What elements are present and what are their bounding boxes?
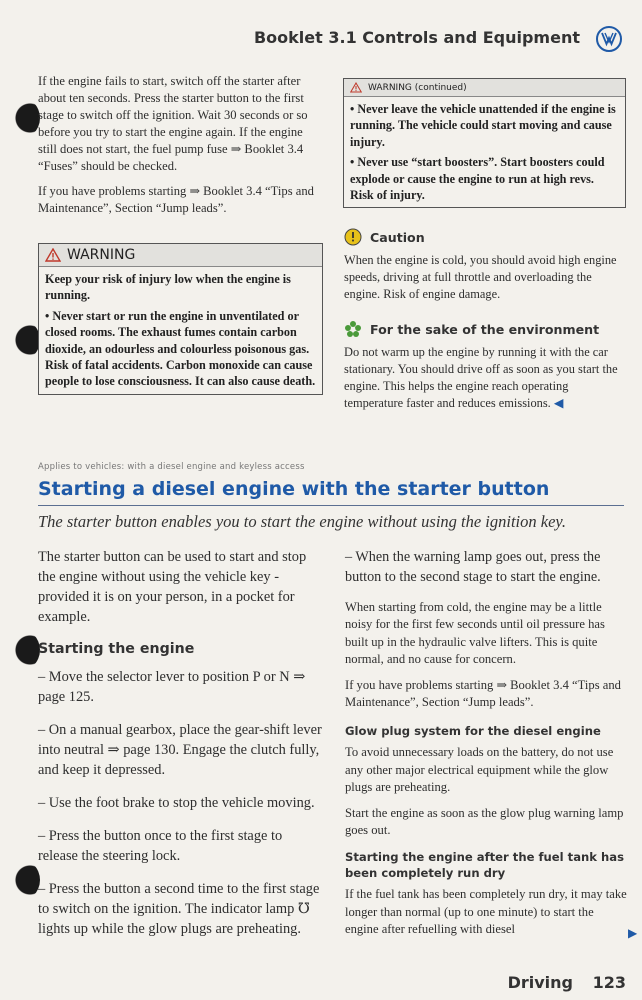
page-footer xyxy=(0,973,626,992)
warning-continued-header xyxy=(344,79,625,97)
page-header-title: Booklet 3.1 Controls and Equipment xyxy=(253,28,580,47)
step-item: – Press the button once to the first stage to release the steering lock. xyxy=(38,828,283,864)
binder-hole xyxy=(0,858,40,902)
warning-continued-title: WARNING (continued) xyxy=(368,82,467,93)
left-top-column xyxy=(38,73,321,217)
binder-hole xyxy=(0,318,40,362)
warning-line: • Never start or run the engine in unventilated or closed rooms. The exhaust fumes contain carbon dioxide, an odourless and colourless poisonous gas. Risk of fatal accidents. Carbon monoxide can cause people to lose consciousness. It can also cause death. xyxy=(45,308,316,389)
environment-header xyxy=(344,320,624,338)
paragraph: To avoid unnecessary loads on the battery, do not use any other major electrical equipment while the glow plugs are preheating. xyxy=(345,745,614,795)
step-item: – Press the button a second time to the first stage to switch on the ignition. The indicator lamp ℧ lights up while the glow plugs are preheating. xyxy=(38,881,320,937)
warning-line: • Never leave the vehicle unattended if the engine is running. The vehicle could start moving and cause injury. xyxy=(350,102,616,149)
subheading: Starting the engine after the fuel tank has been completely run dry xyxy=(345,850,625,881)
section-divider xyxy=(38,505,624,506)
caution-block xyxy=(344,228,624,303)
subheading: Glow plug system for the diesel engine xyxy=(345,724,601,739)
warning-continued-body xyxy=(344,97,625,207)
paragraph: If the engine fails to start, switch off the starter after about ten seconds. Press the starter button to the first stage to switch off the ignition. Wait 30 seconds or so before you try to start the engine again. If the engine still does not start, the fuel pump fuse ⇒ Booklet 3.4 “Fuses” should be checked. xyxy=(38,74,308,173)
warning-triangle-icon xyxy=(350,82,362,93)
paragraph: If you have problems starting ⇒ Booklet 3.4 “Tips and Maintenance”, Section “Jump leads”. xyxy=(345,677,621,710)
step-item: – Move the selector lever to position P or N ⇒ page 125. xyxy=(38,669,306,705)
continue-arrow-icon: ▶ xyxy=(628,926,638,940)
caution-icon xyxy=(344,228,362,246)
warning-title: WARNING xyxy=(67,247,136,263)
vw-logo-icon xyxy=(596,26,622,52)
warning-header xyxy=(39,244,322,267)
environment-text xyxy=(344,344,624,412)
caution-title: Caution xyxy=(370,229,425,245)
caution-text: When the engine is cold, you should avoid high engine speeds, driving at full throttle and overloading the engine. Risk of engine damage. xyxy=(344,253,617,301)
left-bottom-column xyxy=(38,547,323,939)
right-bottom-column xyxy=(345,547,627,939)
applies-to-note: Applies to vehicles: with a diesel engine and keyless access xyxy=(38,462,305,472)
page-number: 123 xyxy=(592,973,626,992)
paragraph: When starting from cold, the engine may be a little noisy for the first few seconds until oil pressure has built up in the hydraulic valve lifters. This is quite normal, and no cause for concern. xyxy=(345,600,605,667)
intro-paragraph: The starter button can be used to start and stop the engine without using the vehicle key - provided it is on your person, in a pocket for example. xyxy=(38,549,307,625)
caution-header xyxy=(344,228,624,246)
warning-continued-box xyxy=(343,78,626,208)
binder-hole xyxy=(0,96,40,140)
step-item: – Use the foot brake to stop the vehicle moving. xyxy=(38,795,315,811)
step-item: – On a manual gearbox, place the gear-shift lever into neutral ⇒ page 130. Engage the clutch fully, and keep it depressed. xyxy=(38,722,322,778)
warning-box xyxy=(38,243,323,395)
subheading: Starting the engine xyxy=(38,641,195,657)
end-marker-icon: ◀ xyxy=(553,396,564,410)
warning-line: Keep your risk of injury low when the engine is running. xyxy=(45,272,291,303)
footer-section: Driving xyxy=(507,973,574,992)
section-lead: The starter button enables you to start the engine without using the ignition key. xyxy=(38,512,566,531)
step-item: – When the warning lamp goes out, press the button to the second stage to start the engine. xyxy=(345,549,601,585)
paragraph: Start the engine as soon as the glow plug warning lamp goes out. xyxy=(345,805,624,838)
flower-icon xyxy=(344,320,362,338)
warning-body xyxy=(39,267,322,394)
environment-title: For the sake of the environment xyxy=(370,321,600,337)
warning-line: • Never use “start boosters”. Start boosters could explode or cause the engine to run at high revs. Risk of injury. xyxy=(350,155,605,203)
section-title: Starting a diesel engine with the starter button xyxy=(38,478,550,500)
paragraph: If you have problems starting ⇒ Booklet 3.4 “Tips and Maintenance”, Section “Jump leads”. xyxy=(38,184,314,215)
warning-triangle-icon xyxy=(45,248,61,262)
paragraph: If the fuel tank has been completely run dry, it may take longer than normal (up to one minute) to start the engine after refuelling with diesel xyxy=(345,887,627,937)
binder-hole xyxy=(0,628,40,672)
environment-text-body: Do not warm up the engine by running it with the car stationary. You should drive off as soon as you start the engine. This helps the engine reach operating temperature faster and reduces emissions. xyxy=(344,345,618,410)
environment-block xyxy=(344,320,624,412)
